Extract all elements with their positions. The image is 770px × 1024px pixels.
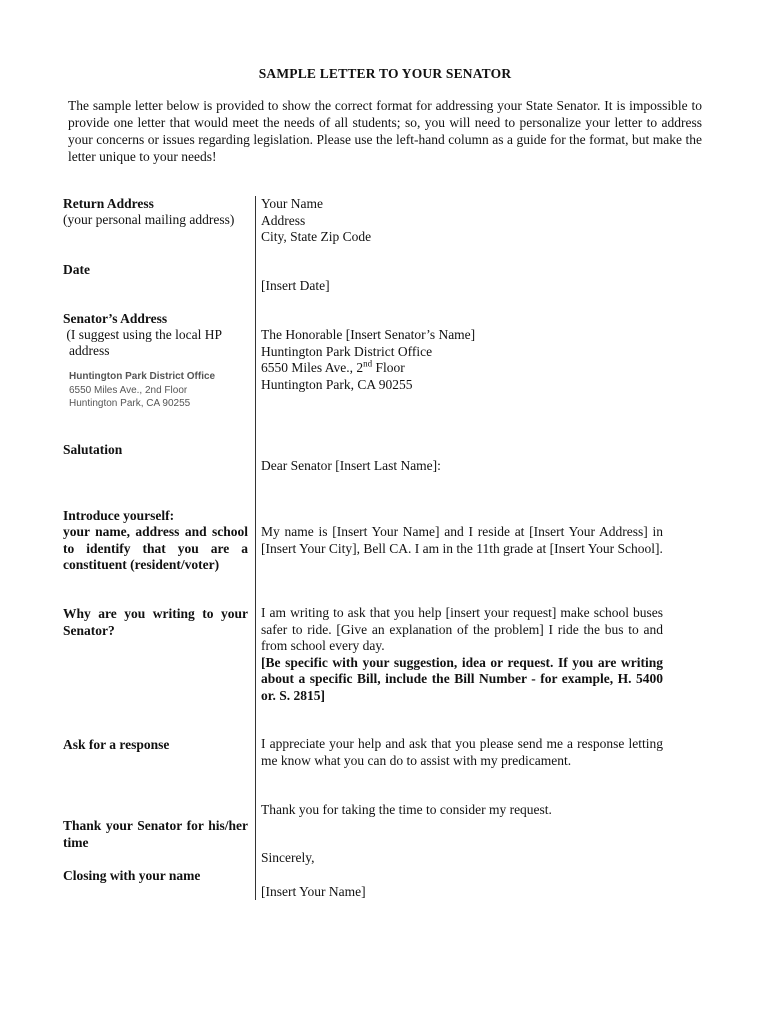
introduce-label: Introduce yourself: xyxy=(63,508,175,523)
introduce-value: My name is [Insert Your Name] and I reside at [Insert Your Address] in [Insert Your City], Bell CA. I am in the 11th grade at [Insert Your School]. xyxy=(261,524,663,556)
return-address-label: Return Address xyxy=(63,196,154,211)
return-city-line: City, State Zip Code xyxy=(261,229,372,244)
senator-address-note-1: (I suggest using the local HP xyxy=(63,327,222,342)
return-address-block xyxy=(261,196,663,246)
why-value: I am writing to ask that you help [insert your request] make school buses safer to ride. [Give an explanation of the problem] I ride the bus to and from school every day. xyxy=(261,605,663,653)
senator-address-label: Senator’s Address xyxy=(63,311,168,326)
closing-label: Closing with your name xyxy=(63,868,201,883)
street-line: 6550 Miles Ave., 2nd Floor xyxy=(261,358,405,375)
sincerely-line: Sincerely, xyxy=(261,850,315,865)
salutation-label: Salutation xyxy=(63,442,123,457)
response-label: Ask for a response xyxy=(63,737,170,752)
hp-office-street: 6550 Miles Ave., 2nd Floor xyxy=(69,385,188,396)
page-title: SAMPLE LETTER TO YOUR SENATOR xyxy=(258,66,512,81)
return-address-line: Address xyxy=(261,212,306,228)
city-line: Huntington Park, CA 90255 xyxy=(261,376,413,392)
return-name-line: Your Name xyxy=(261,196,324,211)
why-emphasis: [Be specific with your suggestion, idea or request. If you are writing about a specific Bill, include the Bill Number - for example, H. 5400 or. S. 2815] xyxy=(261,654,663,703)
date-value: [Insert Date] xyxy=(261,278,330,293)
column-divider xyxy=(255,196,256,900)
intro-paragraph: The sample letter below is provided to show the correct format for addressing your State Senator. It is impossible to provide one letter that would meet the needs of all students; so, you will need to personalize your letter to address your concerns or issues regarding legislation. Please use the left-hand column as a guide for the format, but make the letter unique to your needs! xyxy=(68,98,702,164)
why-block xyxy=(261,605,663,704)
hp-office-city: Huntington Park, CA 90255 xyxy=(69,398,191,409)
thank-label: Thank your Senator for his/her time xyxy=(63,818,248,850)
date-label: Date xyxy=(63,262,90,277)
response-value: I appreciate your help and ask that you please send me a response letting me know what you can do to assist with my predicament. xyxy=(261,736,663,768)
hp-office-name: Huntington Park District Office xyxy=(69,371,216,382)
introduce-sublabel: your name, address and school to identify that you are a constituent (resident/voter) xyxy=(63,524,248,572)
office-line: Huntington Park District Office xyxy=(261,343,433,359)
salutation-value: Dear Senator [Insert Last Name]: xyxy=(261,458,441,473)
senator-address-note-2: address xyxy=(69,343,110,358)
honorable-line: The Honorable [Insert Senator’s Name] xyxy=(261,327,476,342)
return-address-note: (your personal mailing address) xyxy=(63,212,235,227)
why-label: Why are you writing to your Senator? xyxy=(63,606,248,638)
thank-value: Thank you for taking the time to consider my request. xyxy=(261,802,552,817)
closing-name: [Insert Your Name] xyxy=(261,884,366,899)
senator-address-block xyxy=(261,327,663,393)
